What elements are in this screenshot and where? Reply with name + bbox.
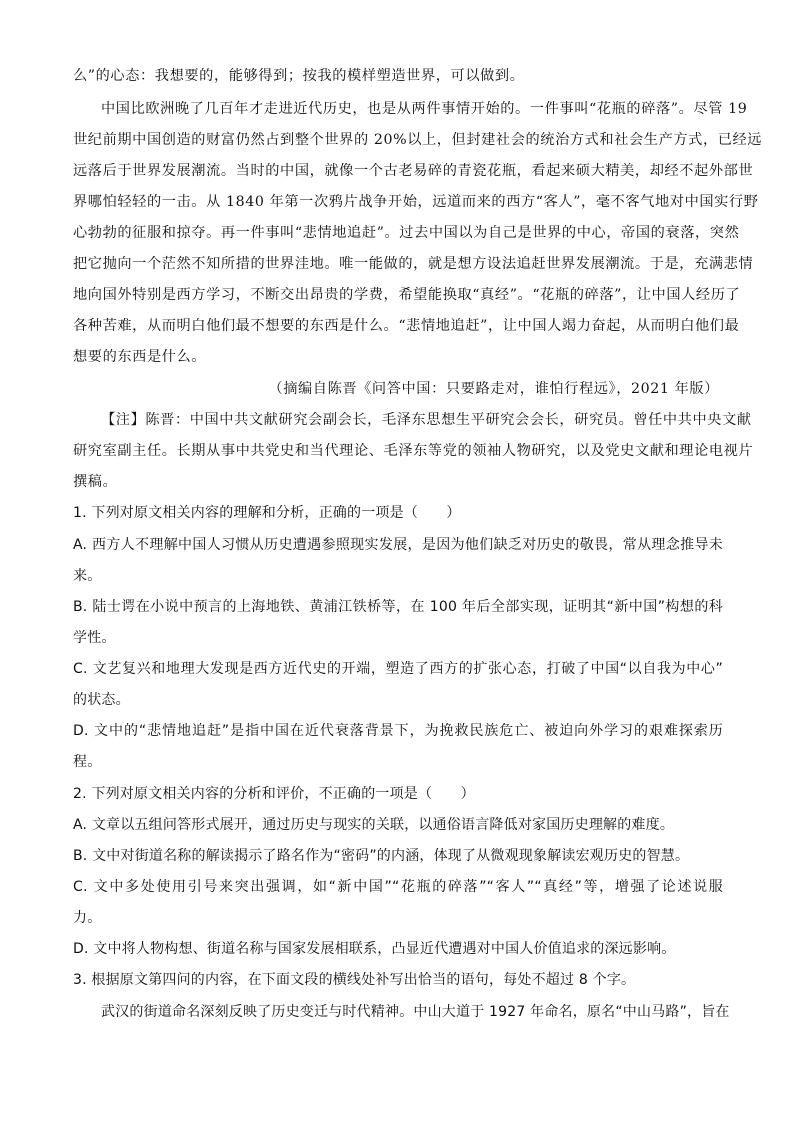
passage-line-5: 界哪怕轻轻的一击。从 1840 年第一次鸦片战争开始，远道而来的西方“客人”，毫不客气地对中国实行野 — [73, 194, 759, 210]
question-1-option-a-cont: 来。 — [73, 568, 102, 584]
question-2-option-a: A. 文章以五组问答形式展开，通过历史与现实的关联，以通俗语言降低对家国历史理解的难度。 — [73, 817, 675, 833]
question-2-option-c: C. 文中多处使用引号来突出强调，如“新中国”“花瓶的碎落”“客人”“真经”等，增强了论述说服 — [73, 879, 723, 895]
passage-source: （摘编自陈晋《问答中国：只要路走对，谁怕行程远》，2021 年版） — [268, 381, 719, 397]
passage-line-1: 么”的心态：我想要的，能够得到；按我的模样塑造世界，可以做到。 — [73, 68, 525, 84]
question-2-option-c-cont: 力。 — [73, 910, 102, 926]
question-3-stem: 3. 根据原文第四问的内容，在下面文段的横线处补写出恰当的语句，每处不超过 8 个字。 — [73, 972, 636, 988]
passage-line-2: 中国比欧洲晚了几百年才走进近代历史，也是从两件事情开始的。一件事叫“花瓶的碎落”。尽管 19 — [101, 101, 748, 117]
passage-line-7: 把它抛向一个茫然不知所措的世界洼地。唯一能做的，就是想方设法追赶世界发展潮流。于是，充满悲情 — [73, 256, 754, 272]
question-2-stem: 2. 下列对原文相关内容的分析和评价，不正确的一项是（ ） — [73, 786, 475, 802]
note-line-3: 撰稿。 — [73, 474, 118, 490]
passage-line-8: 地向国外特别是西方学习，不断交出昂贵的学费，希望能换取“真经”。“花瓶的碎落”，让中国人经历了 — [73, 287, 741, 303]
passage-line-10: 想要的东西是什么。 — [73, 349, 207, 365]
passage-line-9: 各种苦难，从而明白他们最不想要的东西是什么。“悲情地追赶”，让中国人竭力奋起，从而明白他们最 — [73, 318, 740, 334]
passage-line-6: 心勃勃的征服和掠夺。再一件事叫“悲情地追赶”。过去中国以为自己是世界的中心，帝国的衰落，突然 — [73, 225, 740, 241]
question-1-option-a: A. 西方人不理解中国人习惯从历史遭遇参照现实发展，是因为他们缺乏对历史的敬畏，常从理念推导未 — [73, 537, 723, 553]
question-3-passage: 武汉的街道命名深刻反映了历史变迁与时代精神。中山大道于 1927 年命名，原名“中山马路”，旨在 — [101, 1004, 730, 1020]
question-1-option-d: D. 文中的“悲情地追赶”是指中国在近代衰落背景下，为挽救民族危亡、被迫向外学习的艰难探索历 — [73, 723, 723, 739]
question-2-option-d: D. 文中将人物构想、街道名称与国家发展相联系，凸显近代遭遇对中国人价值追求的深远影响。 — [73, 941, 676, 957]
note-line-2: 研究室副主任。长期从事中共党史和当代理论、毛泽东等党的领袖人物研究，以及党史文献和理论电视片 — [73, 443, 754, 459]
passage-line-4: 远落后于世界发展潮流。当时的中国，就像一个古老易碎的青瓷花瓶，看起来硕大精美，却经不起外部世 — [73, 163, 754, 179]
question-1-option-c: C. 文艺复兴和地理大发现是西方近代史的开端，塑造了西方的扩张心态，打破了中国“以自我为中心” — [73, 661, 723, 677]
question-2-option-b: B. 文中对街道名称的解读揭示了路名作为“密码”的内涵，体现了从微观现象解读宏观历史的智慧。 — [73, 848, 690, 864]
note-line-1: 【注】陈晋：中国中共文献研究会副会长，毛泽东思想生平研究会会长，研究员。曾任中共中央文献 — [101, 412, 752, 428]
passage-line-3: 世纪前期中国创造的财富仍然占到整个世界的 20%以上，但封建社会的统治方式和社会生产方式，已经远 — [73, 132, 763, 148]
question-1-stem: 1. 下列对原文相关内容的理解和分析，正确的一项是（ ） — [73, 505, 461, 521]
question-1-option-b-cont: 学性。 — [73, 630, 116, 646]
question-1-option-c-cont: 的状态。 — [73, 692, 130, 708]
question-1-option-d-cont: 程。 — [73, 754, 102, 770]
question-1-option-b: B. 陆士谔在小说中预言的上海地铁、黄浦江铁桥等，在 100 年后全部实现，证明其“新中国”构想的科 — [73, 599, 723, 615]
